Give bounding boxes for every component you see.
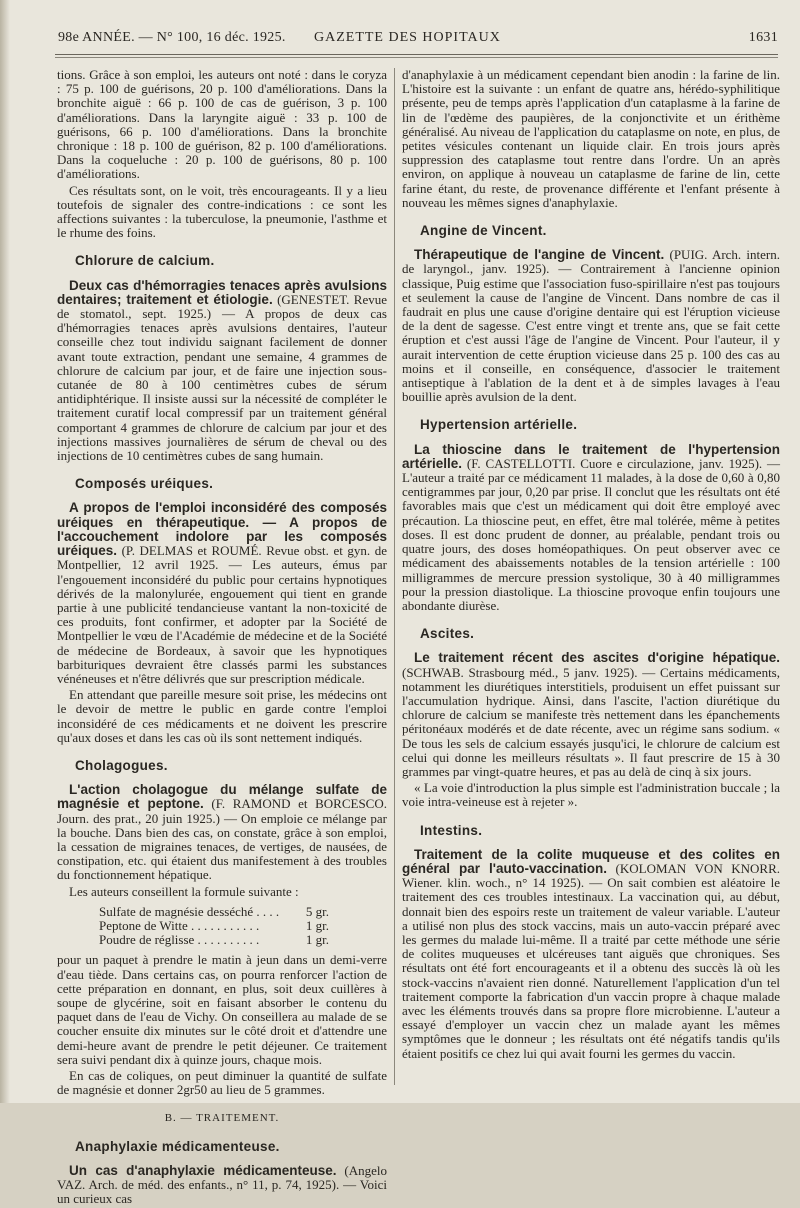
formula-list xyxy=(99,905,329,948)
article-title: L'action cholagogue du mélange sulfate de magnésie et peptone. xyxy=(57,782,387,812)
formula-row xyxy=(99,919,329,933)
article-title: La thioscine dans le traitement de l'hypertension artérielle. xyxy=(402,441,780,471)
article-title: Thérapeutique de l'angine de Vincent. xyxy=(414,247,665,263)
paragraph: d'anaphylaxie à un médicament cependant bien anodin : la farine de lin. L'histoire est la suivante : un enfant de quatre ans, hérédo-syphilitique présente, peu de temps après l'application d'un cataplasme à la farine de lin de l'œdème des paupières, de la conjonctivite et un érithème généralisé. Au niveau de l'application du cataplasme on note, en plus, de petites vésicules contenant un liquide clair. En trois jours après suppression des cataplasme tout rentre dans l'ordre. Un an après environ, on applique à nouveau un cataplasme de farine de lin, cette farine étant, du reste, de provenance différente et l'enfant présente à nouveau les mêmes signes d'anaphylaxie. xyxy=(402,67,780,210)
header-rule-secondary xyxy=(55,57,778,58)
paragraph: tions. Grâce à son emploi, les auteurs ont noté : dans le coryza : 75 p. 100 de guérisons, 20 p. 100 d'améliorations. Dans la bronchite aiguë : 66 p. 100 de cas de guérison, 3 p. 100 d'améliorations. Dans la laryngite aiguë : 33 p. 100 de guérisons, 66 p. 100 d'améliorations. Dans la bronchite chronique : 18 p. 100 de guérison, 82 p. 100 d'améliorations. Dans la coqueluche : 20 p. 100 de guérisons, 80 p. 100 d'améliorations. xyxy=(57,67,387,182)
article-paragraph xyxy=(57,501,387,686)
paragraph: En attendant que pareille mesure soit prise, les médecins ont le devoir de mettre le public en garde contre l'emploi inconsidéré de ces médicaments et ne doivent les prescrire qu'aux doses et dans les cas où ils sont nettement indiqués. xyxy=(57,687,387,745)
formula-item: Peptone de Witte . . . . . . . . . . . xyxy=(99,917,260,933)
column-divider xyxy=(394,68,395,1085)
section-title-intestins: Intestins. xyxy=(420,822,483,838)
article-paragraph xyxy=(402,443,780,613)
article-body: (Angelo VAZ. Arch. de méd. des enfants., n° 11, p. 74, 1925). — Voici un curieux cas xyxy=(57,1162,387,1207)
formula-item: Poudre de réglisse . . . . . . . . . . xyxy=(99,932,260,948)
article-title: A propos de l'emploi inconsidéré des composés uréiques en thérapeutique. — A propos de l'accouchement indolore par les composés uréiques. xyxy=(57,500,387,559)
formula-item: Sulfate de magnésie desséché . . . . xyxy=(99,903,280,919)
article-body: (KOLOMAN VON KNORR. Wiener. klin. woch., n° 14 1925). — On sait combien est aléatoire le traitement des ces troubles intestinaux. La vaccination qui, au début, donnait bien des espoirs reste un traitement de valeur variable. L'auteur a utilisé non plus des stock vaccins, mais un auto-vaccin préparé avec les germes du malade lui-même. Il a traité par cette méthode une série de colites muqueuses et ulcéreuses tant aiguës que chroniques. Ses résultats ont été fort encourageants et il a obtenu des succès là où les stock-vaccins n'avaient rien donné. Naturellement l'application d'un tel traitement comporte la fabrication d'un vaccin propre à chaque malade avec les éléments trouvés dans sa propre flore microbienne. L'auteur a essayé d'employer un vaccin chez un malade ayant les mêmes symptômes que le donneur ; les résultats ont été négatifs tandis qu'ils étaient positifs ce chez lui qui avait fourni les germes du vaccin. xyxy=(402,860,781,1061)
article-title: Le traitement récent des ascites d'origine hépatique. xyxy=(414,650,780,666)
section-title-cholagogues: Cholagogues. xyxy=(75,757,168,773)
section-title-anaphylaxie: Anaphylaxie médicamenteuse. xyxy=(75,1138,280,1154)
article-body: (PUIG. Arch. intern. de laryngol., janv. 1925). — Contrairement à l'ancienne opinion classique, Puig estime que l'association fuso-spirillaire n'est pas toujours et seulement la cause de l'angine de Vincent. Dans nombre de cas il faudrait en plus une cause d'origine dentaire qui est l'éruption vicieuse de la dent de sagesse. C'est entre vingt et trente ans, que se fait cette éruption et c'est aussi l'âge de l'angine de Vincent. Pour l'auteur, il y aurait intervention de cette éruption vicieuse dans 25 p. 100 des cas au moins et il conseille, en conséquence, d'associer le traitement antiseptique à l'ablation de la dent et à de simples lavages à l'eau bouillie après avulsion de la dent. xyxy=(402,247,780,405)
page-number: 1631 xyxy=(748,30,778,45)
article-body: (F. CASTELLOTTI. Cuore e circulazione, janv. 1925). — L'auteur a traité par ce médicament 11 malades, à la dose de 0,60 à 0,80 centigrammes par jour, 0,20 par prise. Il conclut que les résultats ont été favorables mais que c'est un médicament qui doit être employé avec précaution. La thioscine peut, en effet, être mal tolérée, même à petites doses. Il est donc prudent de donner, au préalable, pendant trois ou quatre jours, des doses homéopathiques. On peut observer avec ce médicament des abaissements notables de la tension artérielle : 100 milligrammes de mercure pression systolique, 30 à 40 milligrammes pour la pression diastolique. La thioscine provoque enfin toujours une abondante diurèse. xyxy=(402,455,780,613)
paragraph: Ces résultats sont, on le voit, très encourageants. Il y a lieu toutefois de signaler des contre-indications : ce sont les affections suivantes : la tuberculose, la pneumonie, l'asthme et le rhume des foins. xyxy=(57,182,387,241)
section-title-angine: Angine de Vincent. xyxy=(420,223,547,239)
article-paragraph xyxy=(57,279,387,464)
article-body: (F. RAMOND et BORCESCO. Journ. des prat., 20 juin 1925.) — On emploie ce mélange par la bouche. Dans bien des cas, on constate, grâce à son emploi, la cessation de migraines tenaces, de vertiges, de nausées, de constipation, etc. qui étaient dus manifestement à des troubles du fonctionnement hépatique. xyxy=(57,796,387,883)
article-paragraph xyxy=(57,1164,387,1207)
page-spine-shadow xyxy=(0,0,10,1103)
formula-qty: 1 gr. xyxy=(305,932,329,948)
article-paragraph xyxy=(402,848,780,1061)
formula-row xyxy=(99,905,329,919)
part-heading: B. — TRAITEMENT. xyxy=(164,1112,280,1125)
article-paragraph xyxy=(402,248,780,404)
right-column xyxy=(402,68,780,1063)
header-rule xyxy=(55,54,778,55)
section-title-composes: Composés uréiques. xyxy=(75,476,214,492)
article-body: (SCHWAB. Strasbourg méd., 5 janv. 1925). — Certains médicaments, notamment les diurétiques interstitiels, produisent un effet puissant sur l'accumulation hydrique. Ainsi, dans l'ascite, l'action diurétique du chlorure de calcium se manifeste très nettement dans les épanchements péritonéaux modérés et de date récente, avec un régime sans sodium. « De tous les sels de calcium essayés jusqu'ici, le chlorure de calcium est celui qui donne les meilleurs résultats ». Il faut prescrire de 15 à 30 grammes par vingt-quatre heures, et pas au delà de cinq à six jours. xyxy=(402,664,780,779)
left-column xyxy=(57,68,387,1208)
article-body: (P. DELMAS et ROUMÉ. Revue obst. et gyn. de Montpellier, 12 avril 1925. — Les auteurs, émus par l'engouement inconsidéré du public pour certains hypnotiques dérivés de la malonylurée, engouement qui tient en grande partie à une publicité tendancieuse vantant la non-toxicité de ces produits, font confirmer, et adopter par la Société de Montpellier le vœu de l'Académie de médecine et de la Société de médecine de Bordeaux, à savoir que les hypnotiques barbituriques devraient être classés parmi les substances vénéneuses et n'être délivrés que sur prescription médicale. xyxy=(57,543,387,686)
issue-info: 98e ANNÉE. — N° 100, 16 déc. 1925. xyxy=(58,30,286,45)
section-title-hypertension: Hypertension artérielle. xyxy=(420,417,578,433)
paragraph: pour un paquet à prendre le matin à jeun dans un demi-verre d'eau tiède. Dans certains cas, on pourra renforcer l'action de cette préparation en donnant, en plus, soit deux cuillères à soupe de glycérine, soit en faisant absorber le contenu du paquet dans de l'eau de Vichy. On conseillera au malade de se coucher ensuite dix minutes sur le côté droit et d'attendre une demi-heure avant de prendre le petit déjeuner. Ce traitement sera suivi pendant dix à quinze jours, chaque mois. xyxy=(57,952,387,1067)
section-title-ascites: Ascites. xyxy=(420,626,475,642)
paragraph: « La voie d'introduction la plus simple est l'administration buccale ; la voie intra-veineuse est à rejeter ». xyxy=(402,780,780,810)
formula-row xyxy=(99,933,329,947)
page-header xyxy=(58,30,778,52)
formula-qty: 5 gr. xyxy=(305,903,329,919)
paragraph: En cas de coliques, on peut diminuer la quantité de sulfate de magnésie et donner 2gr50 au lieu de 5 grammes. xyxy=(57,1068,387,1098)
formula-qty: 1 gr. xyxy=(305,917,329,933)
article-body: (GENESTET. Revue de stomatol., sept. 1925.) — A propos de deux cas d'hémorragies tenaces après avulsions dentaires, l'auteur conseille chez tout individu saignant facilement de donner avant toute extraction, pendant une semaine, 4 grammes de chlorure de calcium par jour, et de faire une injection sous-cutanée de 80 à 100 centimètres cubes de sérum antidiphtérique. Il insiste aussi sur la nécessité de compléter le traitement curatif local compressif par un traitement général comportant 4 grammes de chlorure de calcium par jour et des injections massives journalières de sérum de cheval ou des injections de 10 centimètres cubes de sang humain. xyxy=(57,291,388,464)
journal-title: GAZETTE DES HOPITAUX xyxy=(314,30,501,45)
section-title-chlorure: Chlorure de calcium. xyxy=(75,253,215,269)
article-paragraph xyxy=(402,651,780,779)
article-paragraph xyxy=(57,783,387,882)
article-title: Un cas d'anaphylaxie médicamenteuse. xyxy=(69,1162,337,1178)
article-title: Deux cas d'hémorragies tenaces après avulsions dentaires; traitement et étiologie. xyxy=(57,277,387,307)
article-title: Traitement de la colite muqueuse et des colites en général par l'auto-vaccination. xyxy=(402,846,780,876)
paragraph: Les auteurs conseillent la formule suivante : xyxy=(69,883,299,899)
